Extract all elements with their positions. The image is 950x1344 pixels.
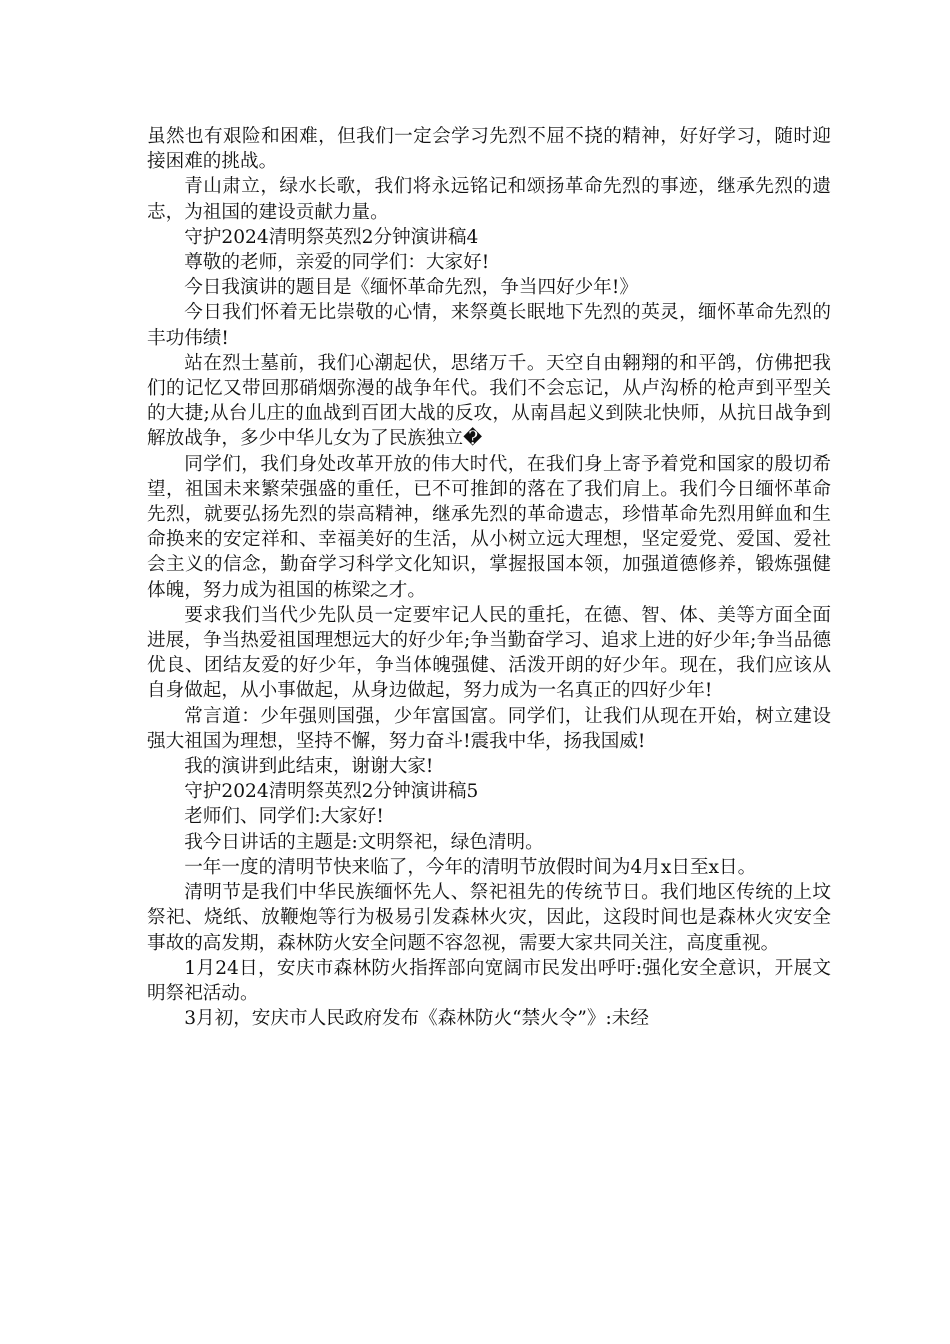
paragraph-7: 站在烈士墓前，我们心潮起伏，思绪万千。天空自由翱翔的和平鸽，仿佛把我们的记忆又带回那硝烟弥漫的战争年代。我们不会忘记，从卢沟桥的枪声到平型关的大捷;从台儿庄的血战到百团大战的反攻，从南昌起义到陕北快师，从抗日战争到解放战争，多少中华儿女为了民族独立� (147, 352, 831, 450)
paragraph-10: 常言道：少年强则国强，少年富国富。同学们，让我们从现在开始，树立建设强大祖国为理想，坚持不懈，努力奋斗!震我中华，扬我国威! (147, 705, 831, 752)
greeting-4: 尊敬的老师，亲爱的同学们：大家好! (184, 252, 490, 274)
paragraph-6: 今日我们怀着无比崇敬的心情，来祭奠长眠地下先烈的英灵，缅怀革命先烈的丰功伟绩! (147, 302, 831, 349)
paragraph-15: 一年一度的清明节快来临了，今年的清明节放假时间为4月x日至x日。 (184, 856, 757, 878)
closing-4: 我的演讲到此结束，谢谢大家! (184, 756, 434, 778)
speech-theme-5: 我今日讲话的主题是:文明祭祀，绿色清明。 (184, 831, 544, 853)
speech-heading-4: 守护2024清明祭英烈2分钟演讲稿4 (184, 226, 479, 248)
speech-title-4: 今日我演讲的题目是《缅怀革命先烈，争当四好少年!》 (184, 277, 638, 299)
speech-heading-5: 守护2024清明祭英烈2分钟演讲稿5 (184, 781, 479, 803)
paragraph-2: 青山肃立，绿水长歌，我们将永远铭记和颂扬革命先烈的事迹，继承先烈的遗志，为祖国的建设贡献力量。 (147, 176, 831, 223)
document-page (147, 124, 831, 1031)
paragraph-9: 要求我们当代少先队员一定要牢记人民的重托，在德、智、体、美等方面全面进展，争当热爱祖国理想远大的好少年;争当勤奋学习、追求上进的好少年;争当品德优良、团结友爱的好少年，争当体魄强健、活泼开朗的好少年。现在，我们应该从自身做起，从小事做起，从身边做起，努力成为一名真正的四好少年! (147, 604, 831, 702)
paragraph-18: 3月初，安庆市人民政府发布《森林防火“禁火令”》:未经 (184, 1008, 649, 1030)
paragraph-16: 清明节是我们中华民族缅怀先人、祭祀祖先的传统节日。我们地区传统的上坟祭祀、烧纸、放鞭炮等行为极易引发森林火灾，因此，这段时间也是森林火灾安全事故的高发期，森林防火安全问题不容忽视，需要大家共同关注，高度重视。 (147, 882, 831, 954)
paragraph-17: 1月24日，安庆市森林防火指挥部向宽阔市民发出呼吁:强化安全意识，开展文明祭祀活动。 (147, 957, 831, 1004)
greeting-5: 老师们、同学们:大家好! (184, 806, 384, 828)
paragraph-8: 同学们，我们身处改革开放的伟大时代，在我们身上寄予着党和国家的殷切希望，祖国未来繁荣强盛的重任，已不可推卸的落在了我们肩上。我们今日缅怀革命先烈，就要弘扬先烈的崇高精神，继承先烈的革命遗志，珍惜革命先烈用鲜血和生命换来的安定祥和、幸福美好的生活，从小树立远大理想，坚定爱党、爱国、爱社会主义的信念，勤奋学习科学文化知识，掌握报国本领，加强道德修养，锻炼强健体魄，努力成为祖国的栋梁之才。 (147, 453, 831, 601)
paragraph-1: 虽然也有艰险和困难，但我们一定会学习先烈不屈不挠的精神，好好学习，随时迎接困难的挑战。 (147, 126, 831, 173)
